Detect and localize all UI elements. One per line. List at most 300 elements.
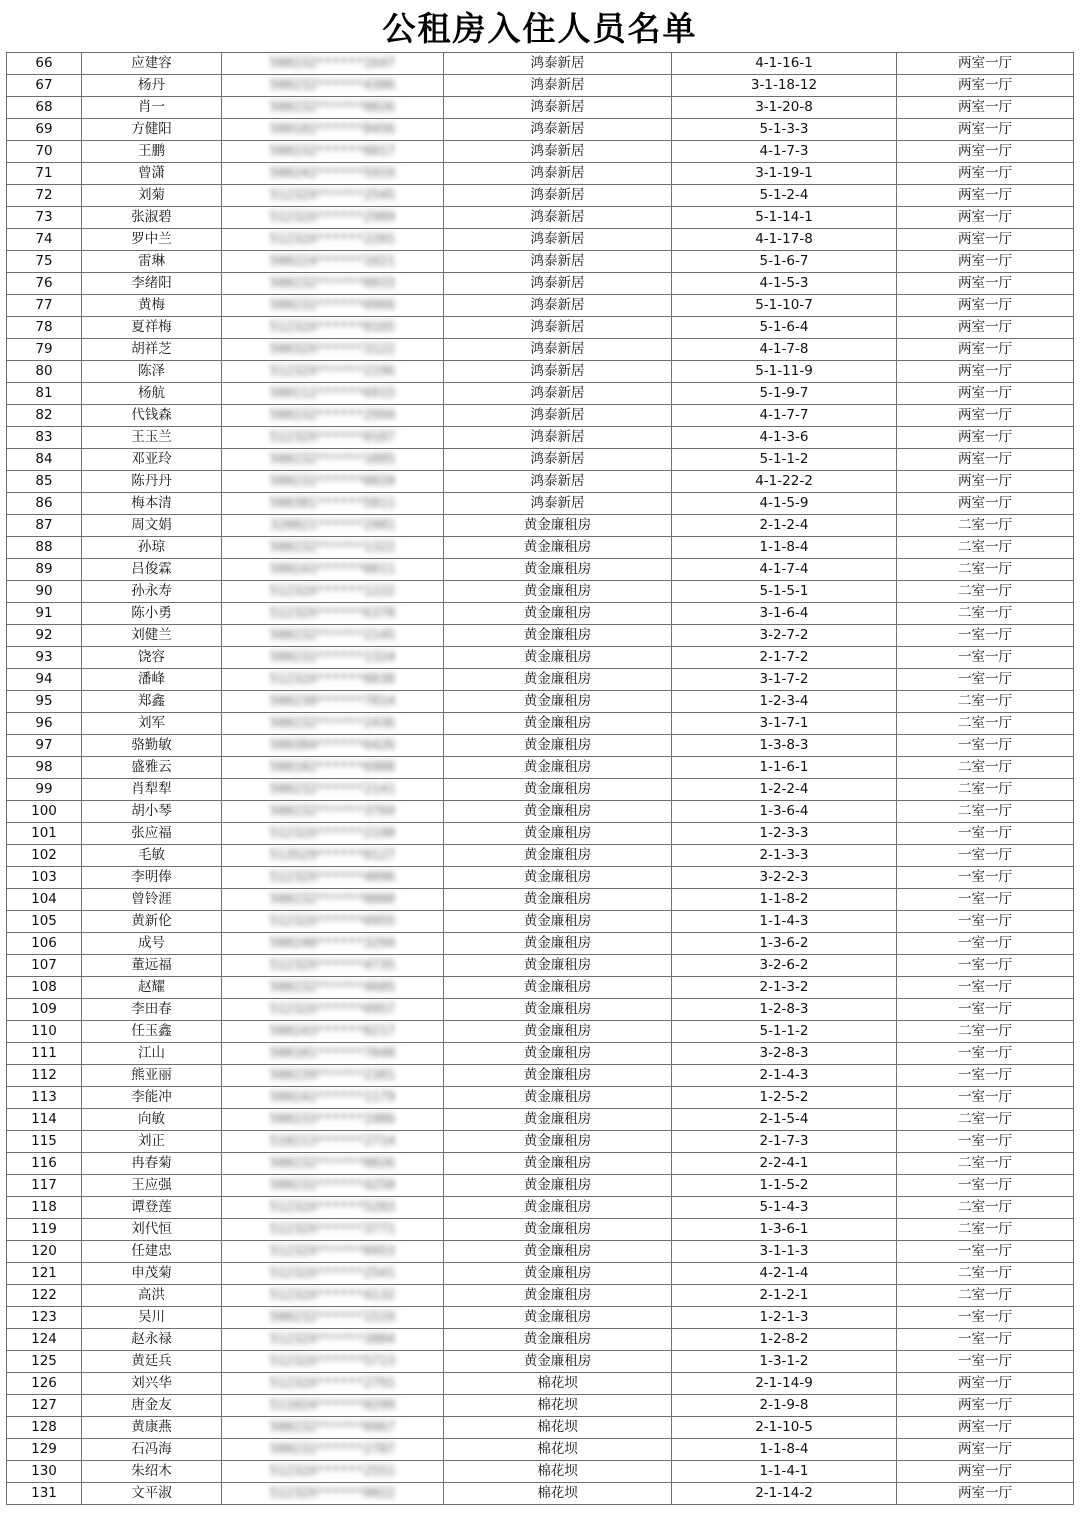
housing-estate-cell: 棉花坝 (444, 1417, 672, 1439)
room-layout-cell: 两室一厅 (897, 119, 1074, 141)
row-number-cell: 79 (7, 339, 82, 361)
housing-estate-cell: 黄金廉租房 (444, 691, 672, 713)
tenant-name-cell: 黄廷兵 (82, 1351, 222, 1373)
housing-estate-cell: 棉花坝 (444, 1461, 672, 1483)
row-number-cell: 98 (7, 757, 82, 779)
room-layout-cell: 二室一厅 (897, 691, 1074, 713)
blurred-id-number: 500112******6915 (269, 386, 396, 401)
row-number-cell: 110 (7, 1021, 82, 1043)
table-row (7, 229, 1074, 251)
unit-number-cell: 1-1-8-4 (672, 537, 897, 559)
table-row (7, 295, 1074, 317)
unit-number-cell: 3-1-1-3 (672, 1241, 897, 1263)
unit-number-cell: 5-1-6-4 (672, 317, 897, 339)
unit-number-cell: 2-1-5-4 (672, 1109, 897, 1131)
id-number-cell (222, 427, 444, 449)
housing-estate-cell: 黄金廉租房 (444, 845, 672, 867)
blurred-id-number: 500224******1021 (269, 254, 396, 269)
unit-number-cell: 5-1-14-1 (672, 207, 897, 229)
tenant-name-cell: 陈丹丹 (82, 471, 222, 493)
blurred-id-number: 51232X******3771 (269, 1222, 396, 1237)
table-row (7, 1241, 1074, 1263)
unit-number-cell: 4-1-7-7 (672, 405, 897, 427)
id-number-cell (222, 779, 444, 801)
tenant-name-cell: 申茂菊 (82, 1263, 222, 1285)
row-number-cell: 125 (7, 1351, 82, 1373)
room-layout-cell: 二室一厅 (897, 801, 1074, 823)
row-number-cell: 91 (7, 603, 82, 625)
blurred-id-number: 500232******0000 (269, 892, 396, 907)
room-layout-cell: 两室一厅 (897, 1483, 1074, 1505)
table-row (7, 207, 1074, 229)
unit-number-cell: 3-2-8-3 (672, 1043, 897, 1065)
row-number-cell: 92 (7, 625, 82, 647)
unit-number-cell: 1-3-6-2 (672, 933, 897, 955)
room-layout-cell: 二室一厅 (897, 1219, 1074, 1241)
table-row (7, 713, 1074, 735)
id-number-cell (222, 295, 444, 317)
id-number-cell (222, 1351, 444, 1373)
room-layout-cell: 一室一厅 (897, 1175, 1074, 1197)
row-number-cell: 71 (7, 163, 82, 185)
tenant-name-cell: 应建容 (82, 53, 222, 75)
housing-estate-cell: 鸿泰新居 (444, 361, 672, 383)
blurred-id-number: 51232X******2201 (269, 232, 396, 247)
room-layout-cell: 二室一厅 (897, 1109, 1074, 1131)
tenant-name-cell: 曾铃涯 (82, 889, 222, 911)
id-number-cell (222, 1021, 444, 1043)
unit-number-cell: 5-1-2-4 (672, 185, 897, 207)
blurred-id-number: 500232******2145 (269, 628, 396, 643)
table-row (7, 1483, 1074, 1505)
id-number-cell (222, 471, 444, 493)
tenant-name-cell: 李田春 (82, 999, 222, 1021)
tenant-name-cell: 李绪阳 (82, 273, 222, 295)
tenant-name-cell: 胡祥芝 (82, 339, 222, 361)
tenant-name-cell: 吴川 (82, 1307, 222, 1329)
table-row (7, 405, 1074, 427)
unit-number-cell: 1-1-8-2 (672, 889, 897, 911)
table-row (7, 1373, 1074, 1395)
blurred-id-number: 500232******2436 (269, 716, 396, 731)
row-number-cell: 121 (7, 1263, 82, 1285)
unit-number-cell: 1-1-4-3 (672, 911, 897, 933)
tenant-name-cell: 刘正 (82, 1131, 222, 1153)
room-layout-cell: 两室一厅 (897, 97, 1074, 119)
housing-estate-cell: 黄金廉租房 (444, 1087, 672, 1109)
id-number-cell (222, 361, 444, 383)
id-number-cell (222, 1483, 444, 1505)
unit-number-cell: 5-1-6-7 (672, 251, 897, 273)
room-layout-cell: 两室一厅 (897, 229, 1074, 251)
id-number-cell (222, 515, 444, 537)
row-number-cell: 127 (7, 1395, 82, 1417)
unit-number-cell: 3-2-6-2 (672, 955, 897, 977)
id-number-cell (222, 1417, 444, 1439)
tenant-name-cell: 雷琳 (82, 251, 222, 273)
row-number-cell: 113 (7, 1087, 82, 1109)
row-number-cell: 128 (7, 1417, 82, 1439)
room-layout-cell: 两室一厅 (897, 493, 1074, 515)
room-layout-cell: 一室一厅 (897, 1043, 1074, 1065)
tenant-name-cell: 任玉鑫 (82, 1021, 222, 1043)
id-number-cell (222, 1241, 444, 1263)
room-layout-cell: 两室一厅 (897, 141, 1074, 163)
tenant-name-cell: 王鹏 (82, 141, 222, 163)
room-layout-cell: 一室一厅 (897, 1131, 1074, 1153)
housing-estate-cell: 鸿泰新居 (444, 75, 672, 97)
row-number-cell: 80 (7, 361, 82, 383)
blurred-id-number: 51232X******0165 (269, 320, 396, 335)
room-layout-cell: 两室一厅 (897, 361, 1074, 383)
housing-estate-cell: 黄金廉租房 (444, 1109, 672, 1131)
blurred-id-number: 51232X******1222 (269, 584, 396, 599)
id-number-cell (222, 1109, 444, 1131)
id-number-cell (222, 53, 444, 75)
unit-number-cell: 1-2-8-2 (672, 1329, 897, 1351)
table-row (7, 493, 1074, 515)
row-number-cell: 123 (7, 1307, 82, 1329)
unit-number-cell: 4-1-7-8 (672, 339, 897, 361)
row-number-cell: 100 (7, 801, 82, 823)
unit-number-cell: 5-1-3-3 (672, 119, 897, 141)
blurred-id-number: 51232X******4096 (269, 870, 396, 885)
row-number-cell: 69 (7, 119, 82, 141)
room-layout-cell: 一室一厅 (897, 1329, 1074, 1351)
tenant-name-cell: 周文娟 (82, 515, 222, 537)
housing-estate-cell: 黄金廉租房 (444, 757, 672, 779)
housing-estate-cell: 黄金廉租房 (444, 977, 672, 999)
blurred-id-number: 513529******0127 (269, 848, 396, 863)
unit-number-cell: 5-1-9-7 (672, 383, 897, 405)
housing-estate-cell: 黄金廉租房 (444, 823, 672, 845)
room-layout-cell: 一室一厅 (897, 845, 1074, 867)
tenant-name-cell: 刘代恒 (82, 1219, 222, 1241)
housing-estate-cell: 黄金廉租房 (444, 537, 672, 559)
id-number-cell (222, 1329, 444, 1351)
id-number-cell (222, 735, 444, 757)
room-layout-cell: 二室一厅 (897, 757, 1074, 779)
table-row (7, 1395, 1074, 1417)
room-layout-cell: 一室一厅 (897, 1241, 1074, 1263)
room-layout-cell: 一室一厅 (897, 911, 1074, 933)
room-layout-cell: 两室一厅 (897, 1373, 1074, 1395)
blurred-id-number: 51232X******0187 (269, 430, 396, 445)
room-layout-cell: 一室一厅 (897, 889, 1074, 911)
blurred-id-number: 51232X******0022 (269, 1486, 396, 1501)
blurred-id-number: 500232******1322 (269, 540, 396, 555)
row-number-cell: 122 (7, 1285, 82, 1307)
tenant-name-cell: 肖犁犁 (82, 779, 222, 801)
housing-estate-cell: 鸿泰新居 (444, 251, 672, 273)
blurred-id-number: 51232X******0955 (269, 914, 396, 929)
unit-number-cell: 1-2-3-3 (672, 823, 897, 845)
room-layout-cell: 二室一厅 (897, 1021, 1074, 1043)
blurred-id-number: 51232X******2791 (269, 1376, 396, 1391)
table-row (7, 1175, 1074, 1197)
table-row (7, 361, 1074, 383)
row-number-cell: 93 (7, 647, 82, 669)
tenant-name-cell: 张应福 (82, 823, 222, 845)
table-row (7, 1351, 1074, 1373)
id-number-cell (222, 955, 444, 977)
housing-estate-cell: 黄金廉租房 (444, 1175, 672, 1197)
table-row (7, 977, 1074, 999)
blurred-id-number: 500240******3294 (269, 936, 396, 951)
unit-number-cell: 2-1-14-2 (672, 1483, 897, 1505)
table-row (7, 647, 1074, 669)
housing-estate-cell: 黄金廉租房 (444, 735, 672, 757)
room-layout-cell: 一室一厅 (897, 933, 1074, 955)
housing-estate-cell: 黄金廉租房 (444, 559, 672, 581)
id-number-cell (222, 977, 444, 999)
tenant-name-cell: 杨丹 (82, 75, 222, 97)
blurred-id-number: 500232******4258 (269, 1178, 396, 1193)
row-number-cell: 86 (7, 493, 82, 515)
id-number-cell (222, 317, 444, 339)
blurred-id-number: 500232******2141 (269, 782, 396, 797)
tenant-name-cell: 孙琼 (82, 537, 222, 559)
id-number-cell (222, 1153, 444, 1175)
room-layout-cell: 二室一厅 (897, 537, 1074, 559)
housing-estate-cell: 黄金廉租房 (444, 647, 672, 669)
room-layout-cell: 两室一厅 (897, 1461, 1074, 1483)
unit-number-cell: 1-2-1-3 (672, 1307, 897, 1329)
room-layout-cell: 一室一厅 (897, 1065, 1074, 1087)
tenant-name-cell: 朱绍木 (82, 1461, 222, 1483)
id-number-cell (222, 713, 444, 735)
blurred-id-number: 500232******0026 (269, 1156, 396, 1171)
id-number-cell (222, 1175, 444, 1197)
room-layout-cell: 二室一厅 (897, 515, 1074, 537)
unit-number-cell: 1-3-6-4 (672, 801, 897, 823)
table-row (7, 1329, 1074, 1351)
tenant-name-cell: 刘军 (82, 713, 222, 735)
room-layout-cell: 两室一厅 (897, 383, 1074, 405)
id-number-cell (222, 185, 444, 207)
blurred-id-number: 51232X******4735 (269, 958, 396, 973)
table-row (7, 669, 1074, 691)
tenant-name-cell: 刘健兰 (82, 625, 222, 647)
id-number-cell (222, 449, 444, 471)
table-row (7, 735, 1074, 757)
housing-estate-cell: 黄金廉租房 (444, 625, 672, 647)
row-number-cell: 120 (7, 1241, 82, 1263)
blurred-id-number: 500232******1885 (269, 452, 396, 467)
tenant-name-cell: 黄康燕 (82, 1417, 222, 1439)
row-number-cell: 87 (7, 515, 82, 537)
unit-number-cell: 1-2-5-2 (672, 1087, 897, 1109)
unit-number-cell: 3-1-7-1 (672, 713, 897, 735)
blurred-id-number: 500242******5919 (269, 166, 396, 181)
room-layout-cell: 两室一厅 (897, 207, 1074, 229)
row-number-cell: 111 (7, 1043, 82, 1065)
table-row (7, 1065, 1074, 1087)
id-number-cell (222, 1219, 444, 1241)
id-number-cell (222, 1197, 444, 1219)
unit-number-cell: 2-1-2-1 (672, 1285, 897, 1307)
housing-estate-cell: 鸿泰新居 (444, 449, 672, 471)
tenant-roster-table (6, 52, 1074, 1505)
table-row (7, 603, 1074, 625)
blurred-id-number: 500232******0026 (269, 100, 396, 115)
roster-body (7, 53, 1074, 1505)
tenant-name-cell: 唐金友 (82, 1395, 222, 1417)
room-layout-cell: 一室一厅 (897, 647, 1074, 669)
row-number-cell: 82 (7, 405, 82, 427)
id-number-cell (222, 163, 444, 185)
housing-estate-cell: 黄金廉租房 (444, 999, 672, 1021)
housing-estate-cell: 黄金廉租房 (444, 515, 672, 537)
blurred-id-number: 500384******6426 (269, 738, 396, 753)
room-layout-cell: 二室一厅 (897, 779, 1074, 801)
housing-estate-cell: 黄金廉租房 (444, 1153, 672, 1175)
unit-number-cell: 4-1-17-8 (672, 229, 897, 251)
id-number-cell (222, 801, 444, 823)
blurred-id-number: 51232X******2196 (269, 364, 396, 379)
row-number-cell: 112 (7, 1065, 82, 1087)
tenant-name-cell: 赵耀 (82, 977, 222, 999)
id-number-cell (222, 493, 444, 515)
unit-number-cell: 2-1-3-2 (672, 977, 897, 999)
blurred-id-number: 500243******0217 (269, 1024, 396, 1039)
id-number-cell (222, 1395, 444, 1417)
row-number-cell: 85 (7, 471, 82, 493)
row-number-cell: 119 (7, 1219, 82, 1241)
blurred-id-number: 500232******2787 (269, 1442, 396, 1457)
housing-estate-cell: 棉花坝 (444, 1483, 672, 1505)
blurred-id-number: 500232******0020 (269, 474, 396, 489)
blurred-id-number: 51232X******5283 (269, 1200, 396, 1215)
table-row (7, 1285, 1074, 1307)
tenant-name-cell: 毛敏 (82, 845, 222, 867)
tenant-name-cell: 任建忠 (82, 1241, 222, 1263)
table-row (7, 185, 1074, 207)
room-layout-cell: 二室一厅 (897, 1153, 1074, 1175)
row-number-cell: 77 (7, 295, 82, 317)
id-number-cell (222, 141, 444, 163)
row-number-cell: 115 (7, 1131, 82, 1153)
unit-number-cell: 1-1-8-4 (672, 1439, 897, 1461)
unit-number-cell: 1-1-6-1 (672, 757, 897, 779)
table-row (7, 867, 1074, 889)
housing-estate-cell: 鸿泰新居 (444, 163, 672, 185)
housing-estate-cell: 黄金廉租房 (444, 1329, 672, 1351)
id-number-cell (222, 383, 444, 405)
unit-number-cell: 4-1-22-2 (672, 471, 897, 493)
table-row (7, 273, 1074, 295)
housing-estate-cell: 鸿泰新居 (444, 339, 672, 361)
id-number-cell (222, 1439, 444, 1461)
tenant-name-cell: 陈小勇 (82, 603, 222, 625)
room-layout-cell: 一室一厅 (897, 823, 1074, 845)
room-layout-cell: 二室一厅 (897, 581, 1074, 603)
table-row (7, 955, 1074, 977)
table-row (7, 1109, 1074, 1131)
blurred-id-number: 51232X******0957 (269, 1002, 396, 1017)
housing-estate-cell: 黄金廉租房 (444, 713, 672, 735)
blurred-id-number: 500232******0967 (269, 1420, 396, 1435)
housing-estate-cell: 黄金廉租房 (444, 1263, 672, 1285)
table-row (7, 911, 1074, 933)
row-number-cell: 95 (7, 691, 82, 713)
id-number-cell (222, 889, 444, 911)
housing-estate-cell: 鸿泰新居 (444, 207, 672, 229)
table-row (7, 801, 1074, 823)
housing-estate-cell: 鸿泰新居 (444, 119, 672, 141)
room-layout-cell: 一室一厅 (897, 1087, 1074, 1109)
room-layout-cell: 两室一厅 (897, 75, 1074, 97)
blurred-id-number: 500243******0011 (269, 562, 396, 577)
tenant-name-cell: 孙永寿 (82, 581, 222, 603)
table-row (7, 383, 1074, 405)
housing-estate-cell: 鸿泰新居 (444, 273, 672, 295)
blurred-id-number: 500232******0033 (269, 276, 396, 291)
table-row (7, 757, 1074, 779)
blurred-id-number: 320821******2981 (269, 518, 396, 533)
tenant-name-cell: 代钱森 (82, 405, 222, 427)
housing-estate-cell: 黄金廉租房 (444, 1021, 672, 1043)
unit-number-cell: 3-1-7-2 (672, 669, 897, 691)
id-number-cell (222, 1131, 444, 1153)
housing-estate-cell: 鸿泰新居 (444, 295, 672, 317)
tenant-name-cell: 梅本清 (82, 493, 222, 515)
row-number-cell: 106 (7, 933, 82, 955)
table-row (7, 889, 1074, 911)
tenant-name-cell: 文平淑 (82, 1483, 222, 1505)
room-layout-cell: 一室一厅 (897, 625, 1074, 647)
room-layout-cell: 两室一厅 (897, 339, 1074, 361)
row-number-cell: 118 (7, 1197, 82, 1219)
row-number-cell: 109 (7, 999, 82, 1021)
blurred-id-number: 500232******4605 (269, 980, 396, 995)
row-number-cell: 88 (7, 537, 82, 559)
unit-number-cell: 3-1-19-1 (672, 163, 897, 185)
unit-number-cell: 2-1-9-8 (672, 1395, 897, 1417)
tenant-name-cell: 郑鑫 (82, 691, 222, 713)
housing-estate-cell: 鸿泰新居 (444, 405, 672, 427)
tenant-name-cell: 骆勤敏 (82, 735, 222, 757)
tenant-name-cell: 刘菊 (82, 185, 222, 207)
room-layout-cell: 一室一厅 (897, 1351, 1074, 1373)
unit-number-cell: 3-1-20-8 (672, 97, 897, 119)
blurred-id-number: 511024******0299 (269, 1398, 396, 1413)
id-number-cell (222, 1373, 444, 1395)
id-number-cell (222, 251, 444, 273)
room-layout-cell: 一室一厅 (897, 735, 1074, 757)
room-layout-cell: 两室一厅 (897, 295, 1074, 317)
tenant-name-cell: 冉春菊 (82, 1153, 222, 1175)
table-row (7, 845, 1074, 867)
tenant-name-cell: 赵永禄 (82, 1329, 222, 1351)
id-number-cell (222, 1263, 444, 1285)
housing-estate-cell: 黄金廉租房 (444, 1043, 672, 1065)
room-layout-cell: 一室一厅 (897, 669, 1074, 691)
id-number-cell (222, 559, 444, 581)
row-number-cell: 73 (7, 207, 82, 229)
row-number-cell: 117 (7, 1175, 82, 1197)
tenant-name-cell: 李明俸 (82, 867, 222, 889)
unit-number-cell: 1-2-8-3 (672, 999, 897, 1021)
blurred-id-number: 500101******7048 (269, 1046, 396, 1061)
unit-number-cell: 1-1-4-1 (672, 1461, 897, 1483)
room-layout-cell: 两室一厅 (897, 1439, 1074, 1461)
row-number-cell: 83 (7, 427, 82, 449)
unit-number-cell: 4-1-7-3 (672, 141, 897, 163)
tenant-name-cell: 黄新伦 (82, 911, 222, 933)
blurred-id-number: 51232X******5713 (269, 1354, 396, 1369)
row-number-cell: 74 (7, 229, 82, 251)
